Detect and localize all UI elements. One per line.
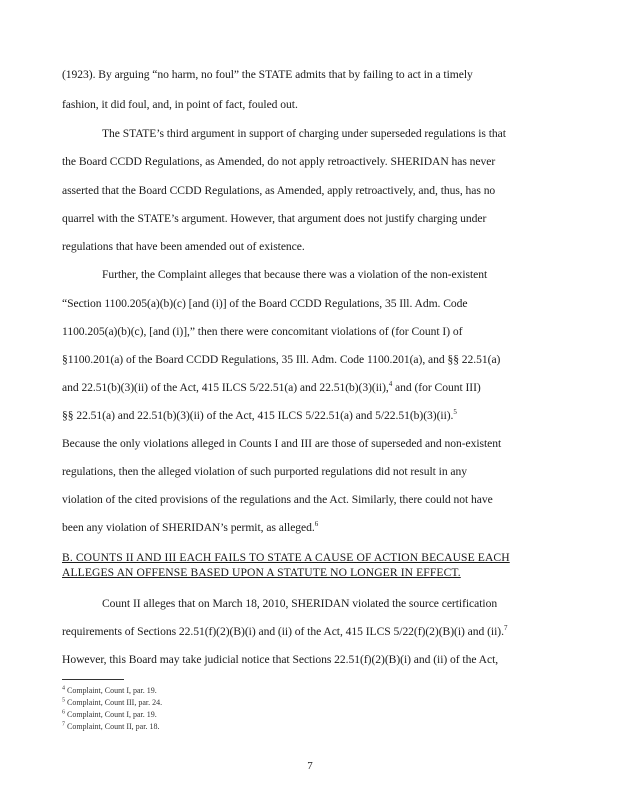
- body-line: Further, the Complaint alleges that because there was a violation of the non-existent: [102, 268, 488, 281]
- footnote-text: Complaint, Count I, par. 19.: [67, 686, 157, 695]
- footnote: [62, 686, 157, 696]
- body-line: quarrel with the STATE’s argument. However, that argument does not justify charging under: [62, 212, 487, 225]
- footnote: [62, 710, 157, 720]
- body-line: (1923). By arguing “no harm, no foul” the STATE admits that by failing to act in a timely: [62, 68, 473, 81]
- body-line: regulations, then the alleged violation of such purported regulations did not result in any: [62, 465, 468, 478]
- footnote-ref: 6: [314, 520, 319, 529]
- body-line: The STATE’s third argument in support of charging under superseded regulations is that: [102, 127, 506, 140]
- footnote-divider: [62, 679, 124, 680]
- body-line: violation of the cited provisions of the regulations and the Act. Similarly, there could not have: [62, 493, 493, 506]
- footnote-text: Complaint, Count II, par. 18.: [67, 722, 160, 731]
- body-line-tail: and (for Count III): [392, 381, 481, 394]
- footnote-number: 6: [62, 709, 65, 716]
- page-number: 7: [307, 760, 313, 772]
- body-line-text: been any violation of SHERIDAN’s permit, as alleged.: [62, 521, 315, 534]
- footnote-number: 4: [62, 685, 65, 692]
- footnote-text: Complaint, Count III, par. 24.: [67, 698, 163, 707]
- body-line: However, this Board may take judicial notice that Sections 22.51(f)(2)(B)(i) and (ii) of the Act,: [62, 653, 499, 666]
- body-line: 1100.205(a)(b)(c), [and (i)],” then there were concomitant violations of (for Count I) of: [62, 325, 463, 338]
- body-line: asserted that the Board CCDD Regulations, as Amended, apply retroactively, and, thus, has no: [62, 184, 496, 197]
- footnote: [62, 722, 159, 732]
- body-line: the Board CCDD Regulations, as Amended, do not apply retroactively. SHERIDAN has never: [62, 155, 496, 168]
- body-line: “Section 1100.205(a)(b)(c) [and (i)] of the Board CCDD Regulations, 35 Ill. Adm. Code: [62, 297, 468, 310]
- footnote-number: 5: [62, 697, 65, 704]
- body-line: Count II alleges that on March 18, 2010, SHERIDAN violated the source certification: [102, 597, 498, 610]
- footnote-text: Complaint, Count I, par. 19.: [67, 710, 157, 719]
- section-heading-line-1: B. COUNTS II AND III EACH FAILS TO STATE A CAUSE OF ACTION BECAUSE EACH: [62, 551, 510, 564]
- body-line: [62, 409, 457, 423]
- body-line-text: requirements of Sections 22.51(f)(2)(B)(i) and (ii) of the Act, 415 ILCS 5/22(f)(2)(B)(i) and (ii).: [62, 625, 504, 638]
- footnote: [62, 698, 162, 708]
- body-line: [62, 625, 507, 639]
- body-line: [62, 381, 481, 395]
- body-line: §1100.201(a) of the Board CCDD Regulations, 35 Ill. Adm. Code 1100.201(a), and §§ 22.51(a): [62, 353, 501, 366]
- footnote-ref: 4: [388, 380, 393, 389]
- body-line: regulations that have been amended out of existence.: [62, 240, 305, 253]
- footnote-number: 7: [62, 721, 65, 728]
- footnote-ref: 5: [453, 408, 457, 417]
- body-line: Because the only violations alleged in Counts I and III are those of superseded and non-existent: [62, 437, 502, 450]
- body-line: fashion, it did foul, and, in point of fact, fouled out.: [62, 98, 298, 111]
- body-line-text: §§ 22.51(a) and 22.51(b)(3)(ii) of the Act, 415 ILCS 5/22.51(a) and 5/22.51(b)(3)(ii).: [62, 409, 454, 422]
- section-heading-line-2: ALLEGES AN OFFENSE BASED UPON A STATUTE NO LONGER IN EFFECT.: [62, 566, 461, 579]
- body-line: [62, 521, 318, 535]
- body-line-text: and 22.51(b)(3)(ii) of the Act, 415 ILCS 5/22.51(a) and 22.51(b)(3)(ii),: [62, 381, 389, 394]
- footnote-ref: 7: [503, 624, 508, 633]
